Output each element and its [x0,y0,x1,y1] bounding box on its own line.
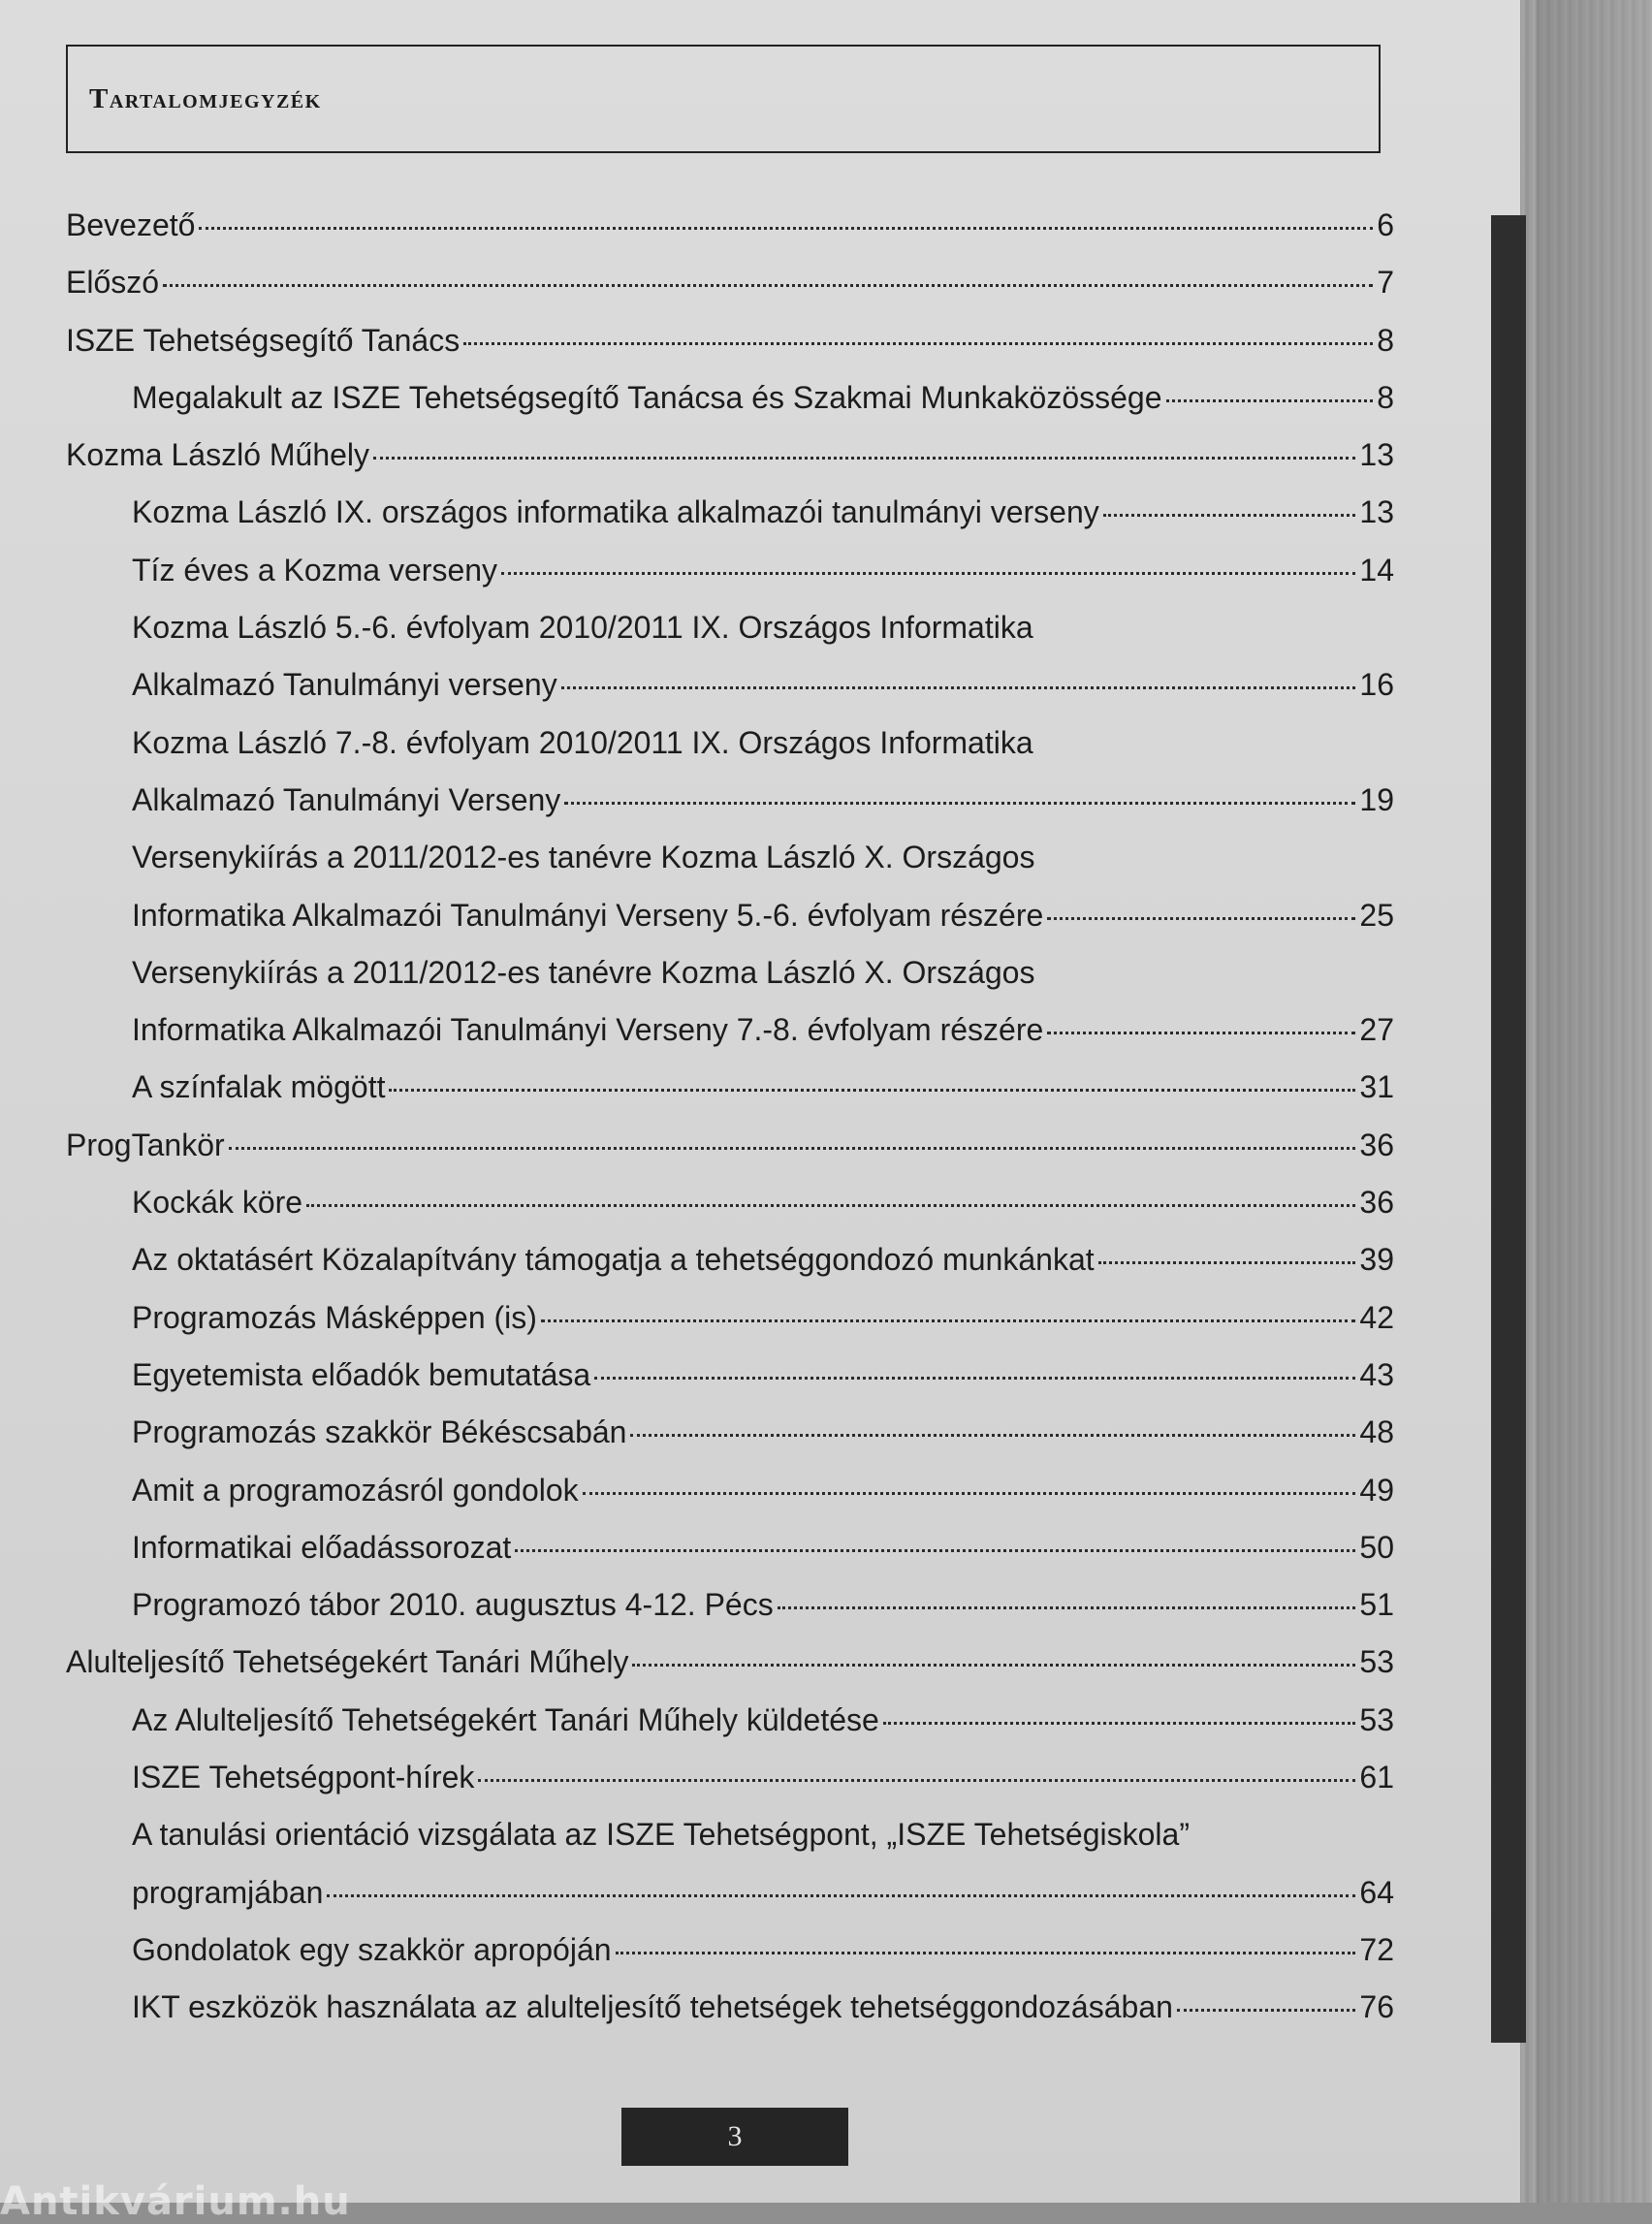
toc-entry-title: Alulteljesítő Tehetségekért Tanári Műhely [66,1644,629,1680]
toc-entry-title: Kockák köre [132,1185,303,1221]
toc-entry-page: 13 [1359,494,1394,530]
toc-leader-dots [199,227,1373,230]
toc-entry-title: ISZE Tehetségsegítő Tanács [66,322,461,358]
toc-entry-page: 51 [1359,1587,1394,1623]
toc-leader-dots [594,1377,1355,1380]
toc-entry-page: 64 [1359,1874,1394,1910]
toc-entry [66,1989,1394,2047]
toc-entry-page: 42 [1359,1299,1394,1335]
toc-entry [66,1932,1394,1989]
toc-entry [66,265,1394,322]
toc-entry-title: Informatika Alkalmazói Tanulmányi Verseny 7.-8. évfolyam részére [132,1012,1044,1048]
toc-entry-title: Az Alulteljesítő Tehetségekért Tanári Műhely küldetése [132,1701,879,1737]
toc-entry [66,1300,1394,1357]
toc-entry-title: Megalakult az ISZE Tehetségsegítő Tanácsa és Szakmai Munkaközössége [132,379,1162,415]
toc-entry-page: 31 [1359,1069,1394,1105]
toc-entry-page: 8 [1377,322,1394,358]
toc-entry-title: Alkalmazó Tanulmányi verseny [132,667,557,703]
toc-entry [66,898,1394,955]
toc-leader-dots [632,1664,1355,1667]
toc-entry [66,840,1394,897]
toc-entry-title: Egyetemista előadók bemutatása [132,1356,591,1392]
toc-entry [66,1128,1394,1185]
toc-leader-dots [327,1894,1355,1897]
toc-entry-page: 8 [1377,379,1394,415]
toc-entry-page: 13 [1359,437,1394,473]
toc-entry [66,1012,1394,1069]
toc-leader-dots [229,1147,1356,1150]
toc-entry [66,1242,1394,1299]
toc-leader-dots [1047,917,1355,920]
toc-entry [66,1817,1394,1874]
page-title: Tartalomjegyzék [89,83,322,114]
toc-entry-page: 53 [1359,1644,1394,1680]
toc-entry-title: ISZE Tehetségpont-hírek [132,1760,475,1795]
toc-entry-page: 39 [1359,1242,1394,1278]
toc-entry-page: 49 [1359,1472,1394,1508]
page-edge-shadow [1537,0,1652,2203]
toc-entry-page: 61 [1359,1760,1394,1795]
toc-entry-title: Programozó tábor 2010. augusztus 4-12. Pécs [132,1587,774,1623]
toc-entry-title: Informatika Alkalmazói Tanulmányi Verseny 5.-6. évfolyam részére [132,897,1044,933]
toc-leader-dots [1098,1261,1356,1264]
toc-entry-title: Kozma László Műhely [66,437,370,473]
toc-leader-dots [564,802,1355,805]
toc-leader-dots [630,1434,1355,1437]
toc-entry [66,725,1394,782]
toc-entry [66,1875,1394,1932]
toc-leader-dots [616,1952,1356,1954]
toc-entry-title: Amit a programozásról gondolok [132,1472,579,1508]
toc-entry-title: Alkalmazó Tanulmányi Verseny [132,781,561,817]
toc-entry-title: Programozás Másképpen (is) [132,1299,537,1335]
toc-entry-page: 16 [1359,667,1394,703]
toc-entry [66,1587,1394,1644]
toc-entry-page: 14 [1359,552,1394,588]
toc-entry-page: 36 [1359,1185,1394,1221]
toc-entry [66,1530,1394,1587]
toc-entry-page: 6 [1377,207,1394,242]
toc-leader-dots [583,1492,1356,1495]
toc-leader-dots [373,457,1355,460]
toc-leader-dots [163,284,1373,287]
toc-entry [66,610,1394,667]
binding-strip [1491,215,1526,2043]
toc-entry [66,494,1394,552]
toc-entry-page: 48 [1359,1414,1394,1450]
toc-entry-title: IKT eszközök használata az alulteljesítő tehetségek tehetséggondozásában [132,1989,1173,2025]
toc-entry-title: ProgTankör [66,1127,225,1162]
toc-entry-title: Gondolatok egy szakkör apropóján [132,1931,612,1967]
toc-entry-title: Kozma László 7.-8. évfolyam 2010/2011 IX. Országos Informatika [132,724,1033,760]
toc-leader-dots [1166,399,1374,402]
toc-leader-dots [463,342,1373,345]
toc-entry-title: Előszó [66,265,160,301]
page-number: 3 [621,2108,848,2166]
toc-leader-dots [515,1549,1355,1552]
toc-entry-page: 25 [1359,897,1394,933]
toc-entry [66,782,1394,840]
toc-entry-page: 43 [1359,1356,1394,1392]
toc-entry-page: 72 [1359,1931,1394,1967]
toc-entry-title: Tíz éves a Kozma verseny [132,552,498,588]
toc-leader-dots [778,1606,1356,1609]
toc-entry [66,437,1394,494]
toc-leader-dots [883,1722,1356,1725]
toc-entry-page: 19 [1359,781,1394,817]
toc-entry [66,323,1394,380]
toc-entry-title: Programozás szakkör Békéscsabán [132,1414,627,1450]
toc-entry [66,1702,1394,1760]
toc-entry [66,667,1394,724]
toc-entry [66,1185,1394,1242]
toc-entry-title: Bevezető [66,207,196,242]
toc-entry [66,955,1394,1012]
toc-leader-dots [561,686,1356,689]
toc-entry-title: Az oktatásért Közalapítvány támogatja a tehetséggondozó munkánkat [132,1242,1095,1278]
toc-entry-page: 50 [1359,1529,1394,1565]
toc-entry-title: A színfalak mögött [132,1069,386,1105]
toc-entry [66,1069,1394,1127]
toc-entry [66,1473,1394,1530]
toc-entry [66,553,1394,610]
toc-leader-dots [541,1319,1355,1322]
toc-entry [66,1644,1394,1701]
toc-leader-dots [1103,514,1356,517]
toc-entry-title: Kozma László IX. országos informatika alkalmazói tanulmányi verseny [132,494,1099,530]
toc-entry-title: programjában [132,1874,324,1910]
toc-entry [66,207,1394,265]
toc-entry [66,1357,1394,1414]
toc-leader-dots [306,1204,1355,1207]
toc-entry-title: Informatikai előadássorozat [132,1529,512,1565]
toc-entry-page: 36 [1359,1127,1394,1162]
toc-entry-title: Versenykiírás a 2011/2012-es tanévre Kozma László X. Országos [132,954,1035,990]
toc-entry-page: 76 [1359,1989,1394,2025]
watermark: Antikvárium.hu [0,2179,351,2224]
toc-entry-title: A tanulási orientáció vizsgálata az ISZE Tehetségpont, „ISZE Tehetségiskola” [132,1817,1190,1853]
toc-entry-page: 7 [1377,265,1394,301]
toc-leader-dots [478,1779,1355,1782]
toc-entry-title: Kozma László 5.-6. évfolyam 2010/2011 IX. Országos Informatika [132,610,1033,646]
toc-entry-page: 27 [1359,1012,1394,1048]
toc-entry [66,380,1394,437]
toc-leader-dots [1177,2009,1356,2012]
toc-entry [66,1414,1394,1472]
toc-entry-page: 53 [1359,1701,1394,1737]
table-of-contents [66,207,1394,2048]
toc-entry-title: Versenykiírás a 2011/2012-es tanévre Kozma László X. Országos [132,840,1035,875]
toc-leader-dots [389,1089,1355,1092]
header-box [66,45,1381,153]
toc-leader-dots [501,572,1355,575]
toc-entry [66,1760,1394,1817]
toc-leader-dots [1047,1032,1355,1034]
